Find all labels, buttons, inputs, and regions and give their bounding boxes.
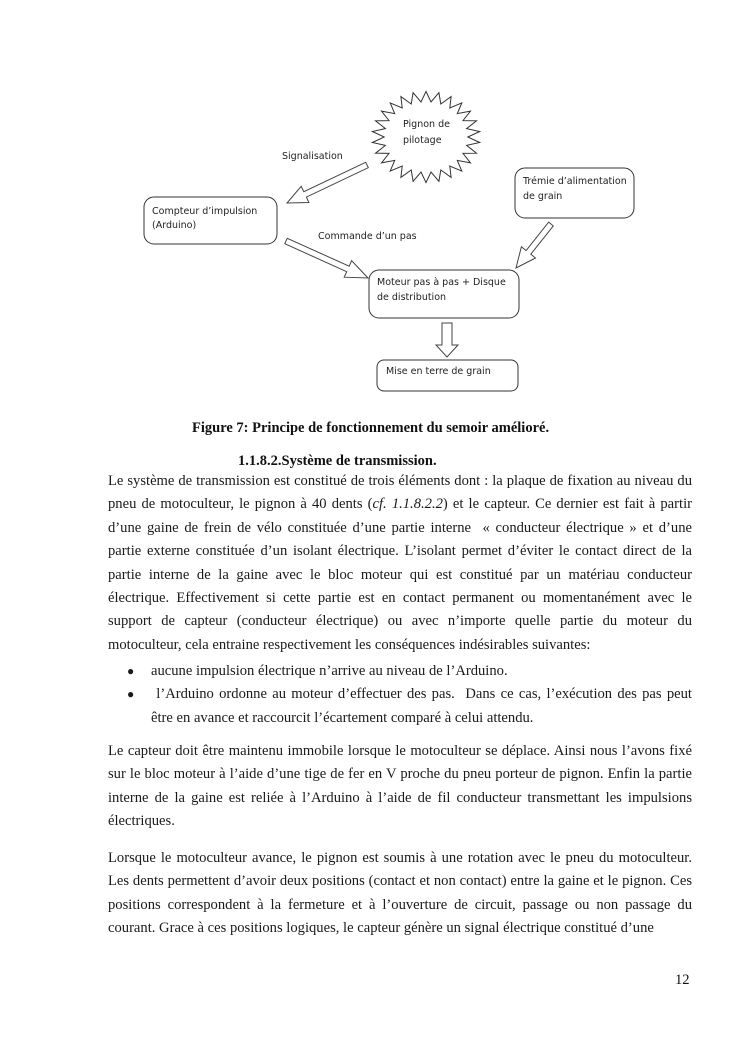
section-heading: 1.1.8.2.Système de transmission. bbox=[238, 453, 437, 469]
arrow-compteur-to-moteur bbox=[285, 238, 368, 278]
paragraph-3: Lorsque le motoculteur avance, le pignon est soumis à une rotation avec le pneu du motoculteur. Les dents permettent d’avoir deux positions (contact et non contact) entre la gaine et le pignon. Ces positions correspondent à la fermeture et à l’ouverture de circuit, passage ou non passage du courant. Grace à ces positions logiques, le capteur génère un signal électrique constitué d’une bbox=[108, 850, 692, 937]
paragraph-1 bbox=[108, 470, 692, 657]
paragraph-1-text-b: ) et le capteur. Ce dernier est fait à partir d’une gaine de frein de vélo constituée d’une partie interne « conducteur électrique » et d’une partie externe constituée d’un isolant électrique. L’isolant permet d’éviter le contact direct de la partie interne de la gaine avec le bloc moteur qui est constitué par un matériau conducteur électrique. Effectivement si cette partie est en contact permanent ou momentanément avec le support de capteur (conducteur électrique) ou avec n’importe quelle partie du moteur du motoculteur, cela entraine respectivement les conséquences indésirables suivantes: bbox=[108, 496, 692, 653]
page-number: 12 bbox=[675, 972, 690, 988]
node-compteur-label-line1: Compteur d’impulsion bbox=[152, 206, 258, 217]
paragraph-2: Le capteur doit être maintenu immobile lorsque le motoculteur se déplace. Ainsi nous l’avons fixé sur le bloc moteur à l’aide d’une tige de fer en V proche du pneu porteur de pignon. Enfin la partie interne de la gaine est reliée à l’Arduino à l’aide de fil conducteur transmettant les impulsions électriques. bbox=[108, 743, 692, 830]
node-moteur-label-line2: de distribution bbox=[377, 292, 447, 303]
arrow-moteur-to-mise bbox=[436, 323, 458, 357]
node-tremie-label-line2: de grain bbox=[523, 191, 563, 202]
arrow-tremie-to-moteur bbox=[516, 222, 553, 268]
node-tremie-label-line1: Trémie d’alimentation bbox=[523, 176, 627, 187]
node-pignon-label-line1: Pignon de bbox=[403, 119, 450, 130]
list-item bbox=[108, 660, 692, 683]
arrow-pignon-to-compteur bbox=[287, 162, 368, 203]
cross-reference: cf. 1.1.8.2.2 bbox=[372, 496, 443, 513]
edge-label-signalisation: Signalisation bbox=[282, 151, 343, 162]
node-pignon-label-line2: pilotage bbox=[403, 135, 442, 146]
list-item-text: l’Arduino ordonne au moteur d’effectuer des pas. Dans ce cas, l’exécution des pas peut être en avance et raccourcit l’écartement comparé à celui attendu. bbox=[151, 686, 692, 726]
node-mise-label: Mise en terre de grain bbox=[386, 366, 491, 377]
paragraph-1-text-a: Le système de transmission est constitué de trois éléments dont : la plaque de fixation au niveau du pneu de motoculteur, le pignon à 40 dents ( bbox=[108, 473, 692, 513]
edge-label-commande: Commande d’un pas bbox=[318, 231, 417, 242]
bullet-icon: ● bbox=[127, 687, 135, 702]
figure-caption: Figure 7: Principe de fonctionnement du semoir amélioré. bbox=[192, 420, 550, 436]
flow-diagram bbox=[0, 0, 745, 410]
list-item bbox=[108, 683, 692, 730]
bullet-icon: ● bbox=[127, 664, 135, 678]
list-item-text: aucune impulsion électrique n’arrive au niveau de l’Arduino. bbox=[151, 663, 508, 679]
node-moteur-label-line1: Moteur pas à pas + Disque bbox=[377, 277, 506, 288]
consequences-list bbox=[108, 660, 692, 730]
node-compteur-label-line2: (Arduino) bbox=[152, 220, 197, 231]
